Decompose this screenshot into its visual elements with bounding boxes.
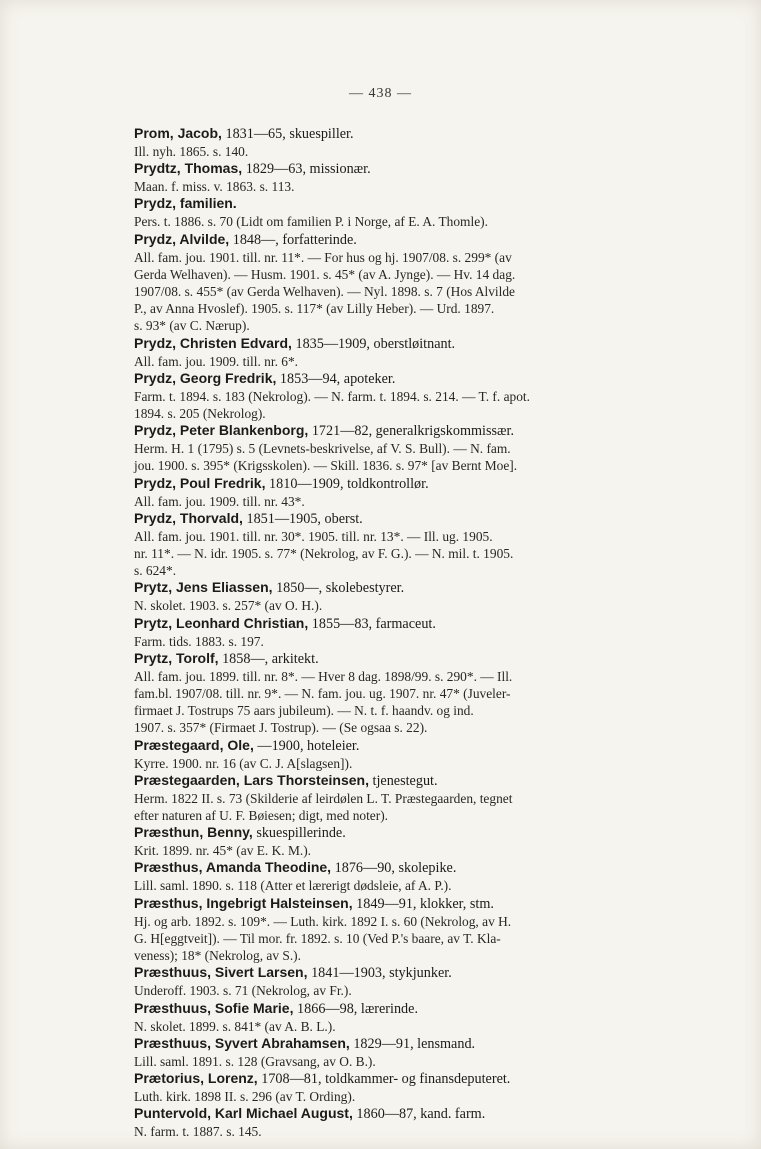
reference-line: G. H[eggtveit]). — Til mor. fr. 1892. s. 10 (Ved P.'s baare, av T. Kla- (134, 930, 501, 946)
bibliography-entry (134, 1070, 706, 1105)
reference-line: N. skolet. 1899. s. 841* (av A. B. L.). (134, 1018, 336, 1034)
bibliography-entry (134, 422, 706, 474)
person-name: Prom, Jacob, (134, 125, 222, 141)
reference-line: 1907. s. 357* (Firmaet J. Tostrup). — (Se ogsaa s. 22). (134, 720, 428, 736)
entry-heading (134, 1070, 706, 1088)
person-name: Prytz, Leonhard Christian, (134, 614, 309, 631)
bibliography-entry (134, 125, 706, 160)
reference-line: jou. 1900. s. 395* (Krigsskolen). — Skill. 1836. s. 97* [av Bernt Moe]. (134, 458, 518, 474)
bibliography-entry (134, 195, 706, 230)
reference-line: fam.bl. 1907/08. till. nr. 9*. — N. fam. jou. ug. 1907. nr. 47* (Juveler- (134, 686, 511, 702)
person-info: 1858—, arkitekt. (218, 650, 319, 667)
person-info: 1860—87, kand. farm. (352, 1106, 486, 1123)
bibliography-entry (134, 335, 706, 370)
reference-line: Pers. t. 1886. s. 70 (Lidt om familien P. i Norge, af E. A. Thomle). (134, 214, 488, 230)
entry-references (134, 755, 706, 772)
entry-heading (134, 510, 706, 528)
entry-references (134, 388, 706, 422)
person-info: 1829—63, missionær. (242, 161, 371, 178)
person-info: 1721—82, generalkrigskommissær. (308, 423, 514, 440)
person-info: 1810—1909, toldkontrollør. (265, 475, 429, 492)
reference-line: s. 93* (av C. Nærup). (134, 318, 250, 334)
entry-heading (134, 772, 706, 790)
entry-references (134, 353, 706, 370)
entry-heading (134, 895, 706, 913)
bibliography-entry (134, 475, 706, 510)
entry-heading (134, 824, 706, 842)
bibliography-entry (134, 160, 706, 195)
reference-line: s. 624*. (134, 563, 177, 579)
reference-line: Ill. nyh. 1865. s. 140. (134, 144, 249, 159)
bibliography-entry (134, 772, 706, 824)
person-info: tjenestegut. (368, 772, 438, 789)
page-number: — 438 — (349, 86, 412, 101)
person-name: Prydz, Alvilde, (134, 230, 230, 247)
person-info: 1831—65, skuespiller. (221, 126, 354, 142)
person-info: 1855—83, farmaceut. (308, 615, 436, 632)
reference-line: N. farm. t. 1887. s. 145. (134, 1124, 262, 1140)
entry-references (134, 493, 706, 510)
reference-line: All. fam. jou. 1909. till. nr. 6*. (134, 353, 299, 369)
entry-heading (134, 1035, 706, 1053)
reference-line: Gerda Welhaven). — Husm. 1901. s. 45* (av A. Jynge). — Hv. 14 dag. (134, 266, 516, 282)
person-info: 1850—, skolebestyrer. (272, 580, 405, 597)
reference-line: 1894. s. 205 (Nekrolog). (134, 406, 266, 422)
entry-heading (134, 650, 706, 668)
reference-line: All. fam. jou. 1901. till. nr. 11*. — For hus og hj. 1907/08. s. 299* (av (134, 249, 512, 265)
entry-heading (134, 335, 706, 353)
entry-references (134, 1088, 706, 1105)
person-name: Prydtz, Thomas, (134, 160, 243, 177)
entry-references (134, 668, 706, 737)
reference-line: Herm. 1822 II. s. 73 (Skilderie af leirdølen L. T. Præstegaarden, tegnet (134, 790, 513, 806)
entry-heading (134, 859, 706, 877)
person-name: Prytz, Torolf, (134, 649, 219, 666)
reference-line: veness); 18* (Nekrolog, av S.). (134, 948, 301, 964)
bibliography-entry (134, 859, 706, 894)
entry-references (134, 913, 706, 965)
reference-line: Lill. saml. 1890. s. 118 (Atter et lærerigt dødsleie, af A. P.). (134, 878, 452, 894)
reference-line: Herm. H. 1 (1795) s. 5 (Levnets-beskrivelse, af V. S. Bull). — N. fam. (134, 441, 511, 457)
reference-line: All. fam. jou. 1901. till. nr. 30*. 1905. till. nr. 13*. — Ill. ug. 1905. (134, 528, 493, 544)
reference-line: nr. 11*. — N. idr. 1905. s. 77* (Nekrolog, av F. G.). — N. mil. t. 1905. (134, 546, 514, 562)
entry-heading (134, 125, 706, 143)
reference-line: Maan. f. miss. v. 1863. s. 113. (134, 179, 295, 195)
person-name: Prydz, Christen Edvard, (134, 334, 292, 351)
entry-references (134, 440, 706, 474)
reference-line: Kyrre. 1900. nr. 16 (av C. J. A[slagsen]). (134, 755, 353, 771)
entry-heading (134, 160, 706, 178)
person-name: Prydz, Peter Blankenborg, (134, 422, 309, 439)
bibliography-entry (134, 231, 706, 335)
person-name: Præsthus, Amanda Theodine, (134, 859, 332, 876)
entry-references (134, 249, 706, 335)
bibliography-entry (134, 579, 706, 614)
entry-references (134, 528, 706, 580)
person-info: 1841—1903, stykjunker. (307, 965, 452, 982)
reference-line: All. fam. jou. 1899. till. nr. 8*. — Hver 8 dag. 1898/99. s. 290*. — Ill. (134, 668, 513, 684)
person-name: Præstegaarden, Lars Thorsteinsen, (134, 771, 369, 788)
bibliography-entry (134, 824, 706, 859)
entry-heading (134, 964, 706, 982)
person-info: skuespillerinde. (252, 825, 346, 842)
entry-heading (134, 370, 706, 388)
reference-line: P., av Anna Hvoslef). 1905. s. 117* (av Lilly Heber). — Urd. 1897. (134, 301, 495, 317)
person-name: Prætorius, Lorenz, (134, 1069, 258, 1086)
entry-references (134, 1123, 706, 1140)
reference-line: Farm. t. 1894. s. 183 (Nekrolog). — N. farm. t. 1894. s. 214. — T. f. apot. (134, 388, 530, 404)
person-name: Præsthun, Benny, (134, 824, 253, 841)
person-info: 1708—81, toldkammer- og finansdeputeret. (257, 1070, 511, 1087)
person-name: Prydz, familien. (134, 195, 237, 212)
person-info: 1851—1905, oberst. (242, 510, 363, 527)
entry-references (134, 790, 706, 824)
person-name: Puntervold, Karl Michael August, (134, 1105, 353, 1122)
entry-references (134, 1018, 706, 1035)
reference-line: Underoff. 1903. s. 71 (Nekrolog, av Fr.). (134, 983, 352, 999)
entry-references (134, 842, 706, 859)
person-info: 1876—90, skolepike. (331, 860, 457, 877)
person-info: 1835—1909, oberstløitnant. (291, 335, 456, 352)
person-info: 1853—94, apoteker. (276, 370, 396, 387)
person-name: Præsthuus, Sivert Larsen, (134, 964, 308, 981)
person-info: 1829—91, lensmand. (349, 1035, 476, 1052)
reference-line: N. skolet. 1903. s. 257* (av O. H.). (134, 598, 323, 614)
entry-references (134, 877, 706, 894)
reference-line: efter naturen af U. F. Bøiesen; digt, med noter). (134, 808, 389, 824)
entry-heading (134, 579, 706, 597)
reference-line: Lill. saml. 1891. s. 128 (Gravsang, av O. B.). (134, 1053, 376, 1069)
person-name: Prydz, Georg Fredrik, (134, 369, 277, 386)
bibliography-entry (134, 510, 706, 580)
reference-line: 1907/08. s. 455* (av Gerda Welhaven). — Nyl. 1898. s. 7 (Hos Alvilde (134, 284, 515, 300)
entry-heading (134, 1000, 706, 1018)
person-info: 1848—, forfatterinde. (229, 231, 357, 248)
bibliography-entry (134, 1035, 706, 1070)
entry-heading (134, 1105, 706, 1123)
reference-line: Hj. og arb. 1892. s. 109*. — Luth. kirk. 1892 I. s. 60 (Nekrolog, av H. (134, 913, 512, 929)
person-name: Prytz, Jens Eliassen, (134, 579, 273, 596)
entry-references (134, 982, 706, 999)
entry-references (134, 143, 706, 160)
reference-line: Farm. tids. 1883. s. 197. (134, 633, 264, 649)
bibliography-entry (134, 1000, 706, 1035)
bibliography-entry (134, 964, 706, 999)
entry-heading (134, 195, 706, 213)
reference-line: Krit. 1899. nr. 45* (av E. K. M.). (134, 843, 312, 859)
entry-references (134, 178, 706, 195)
person-name: Prydz, Poul Fredrik, (134, 474, 266, 491)
entry-references (134, 213, 706, 230)
entry-heading (134, 422, 706, 440)
reference-line: All. fam. jou. 1909. till. nr. 43*. (134, 493, 305, 509)
entry-references (134, 597, 706, 614)
person-name: Prydz, Thorvald, (134, 509, 243, 526)
entry-references (134, 1053, 706, 1070)
reference-line: firmaet J. Tostrups 75 aars jubileum). — N. t. f. haandv. og ind. (134, 703, 474, 719)
bibliography-entry (134, 737, 706, 772)
entry-heading (134, 615, 706, 633)
person-name: Præsthuus, Syvert Abrahamsen, (134, 1034, 350, 1051)
person-name: Præsthus, Ingebrigt Halsteinsen, (134, 894, 353, 911)
bibliography-entry (134, 650, 706, 737)
bibliography-entry (134, 1105, 706, 1140)
bibliography-entry (134, 370, 706, 422)
person-info: 1849—91, klokker, stm. (352, 895, 494, 912)
bibliography-entry (134, 615, 706, 650)
person-name: Præstegaard, Ole, (134, 736, 254, 753)
entry-references (134, 633, 706, 650)
entry-heading (134, 737, 706, 755)
entry-heading (134, 231, 706, 249)
bibliography-entry (134, 895, 706, 965)
person-info: 1866—98, lærerinde. (293, 1000, 418, 1017)
person-info: —1900, hoteleier. (253, 737, 360, 754)
person-name: Præsthuus, Sofie Marie, (134, 999, 294, 1016)
reference-line: Luth. kirk. 1898 II. s. 296 (av T. Ording). (134, 1088, 356, 1104)
bibliography-entries (134, 125, 706, 1140)
entry-heading (134, 475, 706, 493)
